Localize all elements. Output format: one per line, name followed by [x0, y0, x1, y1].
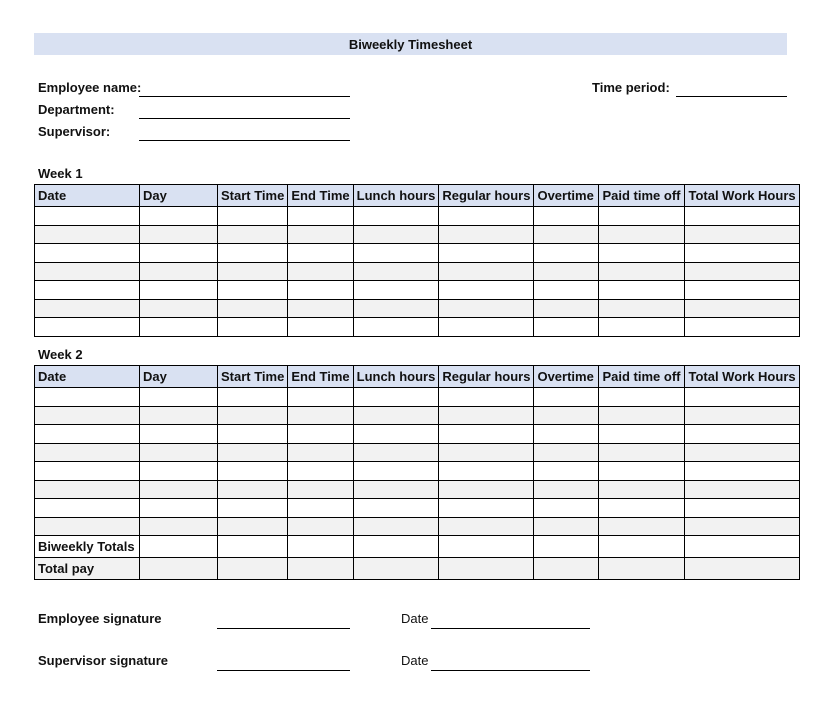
week2-row: [35, 499, 800, 518]
timesheet-cell[interactable]: [439, 318, 534, 337]
timesheet-cell[interactable]: [685, 207, 799, 226]
timesheet-cell[interactable]: [218, 225, 288, 244]
employee-name-label: Employee name:: [38, 80, 142, 95]
timesheet-cell[interactable]: [35, 480, 140, 499]
col-start-time: Start Time: [218, 366, 288, 388]
timesheet-cell[interactable]: [353, 517, 439, 536]
week2-header-row: [35, 366, 800, 388]
timesheet-cell[interactable]: [218, 244, 288, 263]
timesheet-cell[interactable]: [35, 517, 140, 536]
timesheet-cell[interactable]: [534, 480, 599, 499]
timesheet-cell[interactable]: [599, 443, 685, 462]
timesheet-cell[interactable]: [140, 480, 218, 499]
time-period-field[interactable]: [676, 96, 787, 97]
timesheet-cell[interactable]: [599, 517, 685, 536]
timesheet-cell[interactable]: [288, 499, 353, 518]
timesheet-cell[interactable]: [288, 281, 353, 300]
timesheet-cell[interactable]: [685, 425, 799, 444]
timesheet-cell[interactable]: [35, 207, 140, 226]
timesheet-cell[interactable]: [534, 517, 599, 536]
total-cell[interactable]: [439, 536, 534, 558]
week1-row: [35, 207, 800, 226]
timesheet-cell[interactable]: [685, 480, 799, 499]
timesheet-cell[interactable]: [288, 480, 353, 499]
timesheet-cell[interactable]: [288, 388, 353, 407]
timesheet-cell[interactable]: [353, 462, 439, 481]
supervisor-field[interactable]: [139, 140, 350, 141]
timesheet-cell[interactable]: [140, 499, 218, 518]
col-end-time: End Time: [288, 185, 353, 207]
week2-table: [34, 365, 800, 580]
timesheet-cell[interactable]: [35, 281, 140, 300]
col-day: Day: [140, 366, 218, 388]
timesheet-cell[interactable]: [140, 281, 218, 300]
week2-row: [35, 406, 800, 425]
timesheet-cell[interactable]: [599, 207, 685, 226]
timesheet-cell[interactable]: [534, 318, 599, 337]
timesheet-cell[interactable]: [353, 225, 439, 244]
timesheet-cell[interactable]: [599, 299, 685, 318]
timesheet-cell[interactable]: [599, 281, 685, 300]
time-period-label: Time period:: [592, 80, 670, 95]
timesheet-cell[interactable]: [685, 318, 799, 337]
timesheet-cell[interactable]: [140, 517, 218, 536]
total-cell[interactable]: [288, 558, 353, 580]
timesheet-cell[interactable]: [534, 499, 599, 518]
timesheet-cell[interactable]: [140, 299, 218, 318]
supervisor-date-label: Date: [401, 653, 429, 668]
timesheet-cell[interactable]: [288, 318, 353, 337]
week2-row: [35, 517, 800, 536]
col-date: Date: [35, 366, 140, 388]
timesheet-cell[interactable]: [685, 299, 799, 318]
timesheet-cell[interactable]: [353, 443, 439, 462]
week1-row: [35, 225, 800, 244]
timesheet-cell[interactable]: [439, 262, 534, 281]
total-cell[interactable]: [218, 558, 288, 580]
timesheet-cell[interactable]: [685, 443, 799, 462]
timesheet-cell[interactable]: [288, 225, 353, 244]
timesheet-cell[interactable]: [218, 443, 288, 462]
page-title: Biweekly Timesheet: [34, 33, 787, 55]
department-field[interactable]: [139, 118, 350, 119]
supervisor-signature-field[interactable]: [217, 670, 350, 671]
timesheet-cell[interactable]: [218, 318, 288, 337]
timesheet-cell[interactable]: [439, 406, 534, 425]
total-cell[interactable]: [353, 536, 439, 558]
timesheet-cell[interactable]: [534, 281, 599, 300]
employee-date-field[interactable]: [431, 628, 590, 629]
week1-row: [35, 299, 800, 318]
col-paid-time-off: Paid time off: [599, 366, 685, 388]
col-end-time: End Time: [288, 366, 353, 388]
biweekly-totals-row-label: Biweekly Totals: [35, 536, 140, 558]
timesheet-cell[interactable]: [439, 299, 534, 318]
timesheet-cell[interactable]: [35, 299, 140, 318]
timesheet-cell[interactable]: [218, 462, 288, 481]
timesheet-cell[interactable]: [288, 406, 353, 425]
timesheet-cell[interactable]: [534, 244, 599, 263]
col-date: Date: [35, 185, 140, 207]
timesheet-cell[interactable]: [218, 281, 288, 300]
timesheet-cell[interactable]: [218, 262, 288, 281]
timesheet-cell[interactable]: [35, 225, 140, 244]
timesheet-cell[interactable]: [35, 462, 140, 481]
timesheet-cell[interactable]: [353, 425, 439, 444]
timesheet-cell[interactable]: [218, 517, 288, 536]
timesheet-cell[interactable]: [353, 299, 439, 318]
timesheet-cell[interactable]: [288, 517, 353, 536]
week1-row: [35, 281, 800, 300]
timesheet-cell[interactable]: [35, 262, 140, 281]
timesheet-cell[interactable]: [685, 517, 799, 536]
timesheet-cell[interactable]: [439, 207, 534, 226]
total-cell[interactable]: [140, 558, 218, 580]
timesheet-cell[interactable]: [599, 318, 685, 337]
timesheet-cell[interactable]: [140, 443, 218, 462]
timesheet-cell[interactable]: [599, 388, 685, 407]
timesheet-cell[interactable]: [288, 244, 353, 263]
timesheet-cell[interactable]: [534, 207, 599, 226]
timesheet-cell[interactable]: [439, 425, 534, 444]
timesheet-cell[interactable]: [685, 406, 799, 425]
timesheet-cell[interactable]: [534, 406, 599, 425]
timesheet-cell[interactable]: [685, 499, 799, 518]
timesheet-cell[interactable]: [685, 225, 799, 244]
timesheet-cell[interactable]: [599, 406, 685, 425]
employee-name-field[interactable]: [139, 96, 350, 97]
timesheet-cell[interactable]: [439, 443, 534, 462]
timesheet-cell[interactable]: [353, 318, 439, 337]
timesheet-cell[interactable]: [353, 244, 439, 263]
timesheet-cell[interactable]: [35, 425, 140, 444]
timesheet-cell[interactable]: [534, 262, 599, 281]
week2-row: [35, 388, 800, 407]
timesheet-cell[interactable]: [218, 406, 288, 425]
timesheet-cell[interactable]: [353, 388, 439, 407]
total-pay-row: [35, 558, 800, 580]
col-lunch-hours: Lunch hours: [353, 185, 439, 207]
total-cell[interactable]: [288, 536, 353, 558]
timesheet-cell[interactable]: [353, 499, 439, 518]
timesheet-cell[interactable]: [534, 443, 599, 462]
week1-label: Week 1: [38, 166, 83, 181]
timesheet-cell[interactable]: [353, 480, 439, 499]
timesheet-cell[interactable]: [599, 262, 685, 281]
supervisor-label: Supervisor:: [38, 124, 111, 139]
timesheet-cell[interactable]: [288, 443, 353, 462]
col-lunch-hours: Lunch hours: [353, 366, 439, 388]
timesheet-cell[interactable]: [35, 443, 140, 462]
timesheet-cell[interactable]: [353, 207, 439, 226]
timesheet-cell[interactable]: [534, 388, 599, 407]
timesheet-cell[interactable]: [35, 406, 140, 425]
timesheet-cell[interactable]: [288, 299, 353, 318]
timesheet-cell[interactable]: [439, 388, 534, 407]
timesheet-cell[interactable]: [140, 462, 218, 481]
total-cell[interactable]: [218, 536, 288, 558]
week1-row: [35, 262, 800, 281]
week2-row: [35, 462, 800, 481]
total-cell[interactable]: [599, 536, 685, 558]
total-cell[interactable]: [685, 558, 799, 580]
timesheet-cell[interactable]: [353, 281, 439, 300]
week2-label: Week 2: [38, 347, 83, 362]
timesheet-cell[interactable]: [534, 299, 599, 318]
timesheet-cell[interactable]: [599, 480, 685, 499]
col-regular-hours: Regular hours: [439, 185, 534, 207]
timesheet-cell[interactable]: [288, 262, 353, 281]
week1-header-row: [35, 185, 800, 207]
supervisor-signature-label: Supervisor signature: [38, 653, 169, 668]
employee-signature-field[interactable]: [217, 628, 350, 629]
total-cell[interactable]: [140, 536, 218, 558]
timesheet-cell[interactable]: [140, 425, 218, 444]
timesheet-cell[interactable]: [685, 462, 799, 481]
timesheet-cell[interactable]: [685, 388, 799, 407]
total-cell[interactable]: [685, 536, 799, 558]
timesheet-cell[interactable]: [599, 462, 685, 481]
timesheet-cell[interactable]: [534, 225, 599, 244]
timesheet-cell[interactable]: [439, 499, 534, 518]
timesheet-cell[interactable]: [35, 244, 140, 263]
timesheet-cell[interactable]: [439, 517, 534, 536]
col-total-work-hours: Total Work Hours: [685, 185, 799, 207]
week1-row: [35, 318, 800, 337]
timesheet-cell[interactable]: [599, 244, 685, 263]
timesheet-cell[interactable]: [353, 262, 439, 281]
timesheet-cell[interactable]: [288, 425, 353, 444]
department-label: Department:: [38, 102, 115, 117]
timesheet-cell[interactable]: [218, 207, 288, 226]
timesheet-cell[interactable]: [439, 480, 534, 499]
timesheet-cell[interactable]: [218, 425, 288, 444]
week2-row: [35, 480, 800, 499]
week2-row: [35, 425, 800, 444]
timesheet-cell[interactable]: [140, 388, 218, 407]
total-pay-row-label: Total pay: [35, 558, 140, 580]
timesheet-cell[interactable]: [599, 425, 685, 444]
timesheet-cell[interactable]: [218, 299, 288, 318]
total-cell[interactable]: [534, 536, 599, 558]
timesheet-cell[interactable]: [140, 318, 218, 337]
timesheet-cell[interactable]: [534, 425, 599, 444]
timesheet-cell[interactable]: [534, 462, 599, 481]
total-cell[interactable]: [534, 558, 599, 580]
timesheet-cell[interactable]: [353, 406, 439, 425]
col-regular-hours: Regular hours: [439, 366, 534, 388]
timesheet-cell[interactable]: [35, 318, 140, 337]
timesheet-cell[interactable]: [140, 262, 218, 281]
week2-row: [35, 443, 800, 462]
timesheet-cell[interactable]: [140, 406, 218, 425]
timesheet-cell[interactable]: [140, 207, 218, 226]
col-day: Day: [140, 185, 218, 207]
timesheet-cell[interactable]: [439, 244, 534, 263]
employee-date-label: Date: [401, 611, 429, 626]
col-total-work-hours: Total Work Hours: [685, 366, 799, 388]
col-overtime: Overtime: [534, 366, 599, 388]
timesheet-cell[interactable]: [685, 262, 799, 281]
timesheet-cell[interactable]: [599, 225, 685, 244]
timesheet-cell[interactable]: [218, 499, 288, 518]
biweekly-totals-row: [35, 536, 800, 558]
timesheet-cell[interactable]: [288, 462, 353, 481]
timesheet-cell[interactable]: [599, 499, 685, 518]
timesheet-cell[interactable]: [35, 499, 140, 518]
timesheet-cell[interactable]: [140, 244, 218, 263]
timesheet-cell[interactable]: [439, 281, 534, 300]
timesheet-cell[interactable]: [35, 388, 140, 407]
total-cell[interactable]: [599, 558, 685, 580]
total-cell[interactable]: [439, 558, 534, 580]
timesheet-cell[interactable]: [439, 225, 534, 244]
week1-table: [34, 184, 800, 337]
total-cell[interactable]: [353, 558, 439, 580]
timesheet-cell[interactable]: [439, 462, 534, 481]
timesheet-cell[interactable]: [218, 480, 288, 499]
timesheet-cell[interactable]: [218, 388, 288, 407]
col-paid-time-off: Paid time off: [599, 185, 685, 207]
timesheet-cell[interactable]: [140, 225, 218, 244]
col-overtime: Overtime: [534, 185, 599, 207]
employee-signature-label: Employee signature: [38, 611, 162, 626]
timesheet-cell[interactable]: [685, 281, 799, 300]
week1-row: [35, 244, 800, 263]
timesheet-cell[interactable]: [685, 244, 799, 263]
timesheet-cell[interactable]: [288, 207, 353, 226]
col-start-time: Start Time: [218, 185, 288, 207]
supervisor-date-field[interactable]: [431, 670, 590, 671]
